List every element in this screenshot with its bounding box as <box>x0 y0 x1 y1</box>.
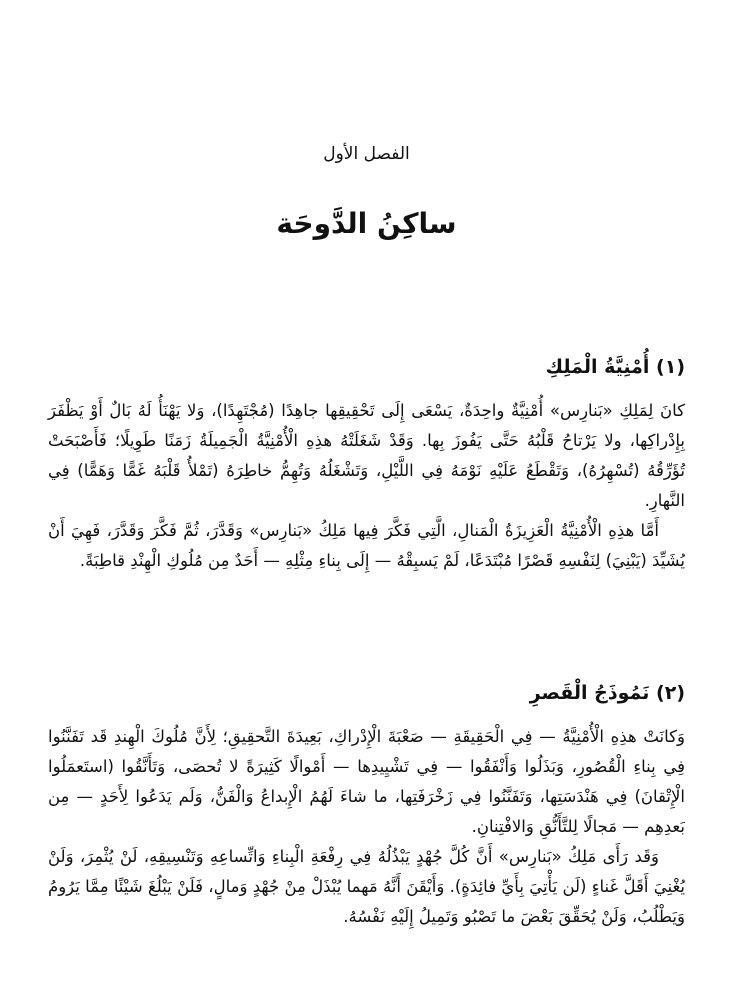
chapter-title: ساكِنُ الدَّوحَة <box>276 207 457 240</box>
book-page <box>48 0 685 1000</box>
section-heading: (٢) نَمُوذَجُ الْقَصرِ <box>529 682 685 704</box>
chapter-label: الفصل الأول <box>323 144 410 164</box>
paragraph: وَقَد رَأَى مَلِكُ «بَنارِس» أَنَّ كُلَّ جُهْدٍ يَبْذُلُهُ فِي رِفْعَةِ الْبِناءِ وَاتِّساعِهِ وَتَنْسِيقِهِ، لَنْ يُثْمِرَ، وَلَنْ يُغْنِيَ أَقَلَّ غَناءٍ (لَن يَأْتِيَ بِأَيِّ فائِدَةٍ). وَأَيْقَنَ أَنَّهُ مَهما يُبْذَلْ مِنْ جُهْدٍ وَمالٍ، فَلَنْ يَبْلُغَ شَيْئًا مِمَّا يَرُومُ وَيَطْلُبُ، وَلَنْ يُحَقِّقَ بَعْضَ ما تَصْبُو وَتَمِيلُ إِلَيْهِ نَفْسُهُ. <box>48 847 685 926</box>
section-2 <box>48 678 685 932</box>
section-heading: (١) أُمْنِيَّةُ الْمَلِكِ <box>545 356 685 378</box>
paragraph: كانَ لِمَلِكِ «بَنارِس» أُمْنِيَّةٌ واحِدَةٌ، يَسْعَى إِلَى تَحْقِيقِها جاهِدًا (مُجْتَهِدًا)، وَلا يَهْنَأُ لَهُ بَالٌ أَوْ يَظْفَرَ بِإِدْراكِها، ولا يَرْتاحُ قَلْبُهُ حَتَّى يَفُوزَ بِها. وَقَدْ شَغَلَتْهُ هذِهِ الْأُمْنِيَّةُ الْجَمِيلَةُ زَمَنًا طَوِيلًا؛ فَأَصْبَحَتْ تُؤَرِّقُهُ (تُسْهِرُهُ)، وَتَقْطَعُ عَلَيْهِ نَوْمَهُ فِي اللَّيْلِ، وَتَشْغَلُهُ وَتُهِمُّ خاطِرَهُ (تَمْلأُ قَلْبَهُ غَمًّا وَهَمًّا) فِي النَّهارِ. <box>48 401 685 510</box>
paragraph: وَكانَتْ هذِهِ الْأُمْنِيَّةُ — فِي الْحَقِيقَةِ — صَعْبَةَ الْإِدْراكِ، بَعِيدَةَ التَّحقِيقِ؛ لِأَنَّ مُلُوكَ الْهِندِ قَد تَفَنَّنُوا فِي بِناءِ الْقُصُورِ، وَبَذَلُوا وَأَنْفَقُوا — فِي تَشْيِيدِها — أَمْوالًا كَثِيرَةً لا تُحصَى، وَتَأَنَّقُوا (استَعمَلُوا الْإِتْقانَ) فِي هَنْدَسَتِها، وَتَفَنَّنُوا فِي زَخْرَفَتِها، ما شاءَ لَهُمُ الْإِبداعُ وَالْفَنُّ، وَلَم يَدَعُوا لِأَحَدٍ — مِن بَعدِهِم — مَجالًا لِلتَّأَنُّقِ وَالافْتِنانِ. <box>48 727 685 836</box>
paragraph: أَمَّا هذِهِ الْأُمْنِيَّةُ الْعَزِيزَةُ الْمَنالِ، الَّتِي فَكَّرَ فِيها مَلِكُ «بَنارِس» وَقَدَّرَ، ثُمَّ فَكَّرَ وَقَدَّرَ، فَهِيَ أَنْ يُشَيِّدَ (يَبْنِيَ) لِنَفْسِهِ قَصْرًا مُبْتَدَعًا، لَمْ يَسبِقْهُ — إِلَى بِناءِ مِثْلِهِ — أَحَدٌ مِن مُلُوكِ الْهِنْدِ قاطِبَةً. <box>48 521 685 570</box>
section-1 <box>48 352 685 576</box>
